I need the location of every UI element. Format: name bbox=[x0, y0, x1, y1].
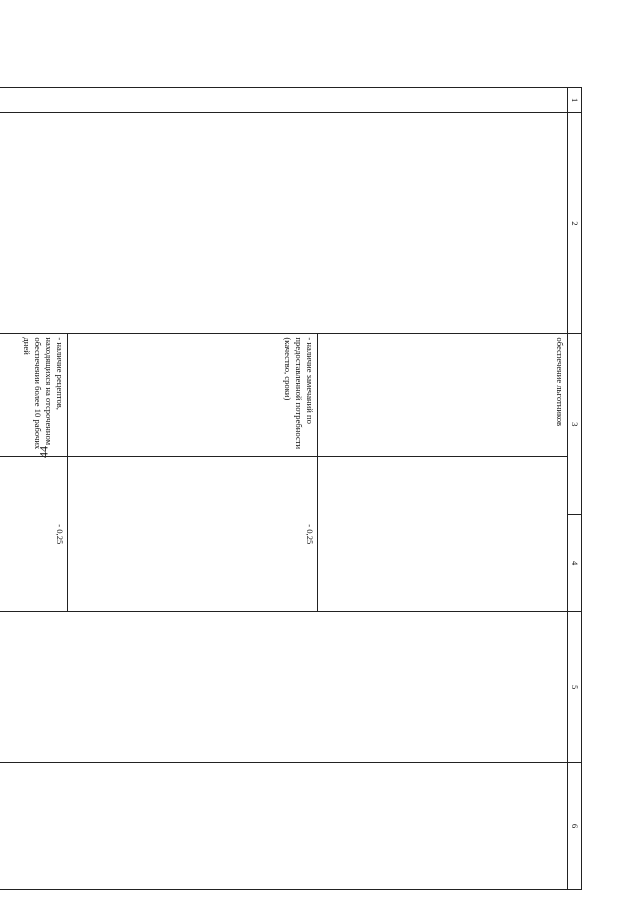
header-col-6: 6 bbox=[568, 763, 582, 890]
sub-value: - 0,25 bbox=[0, 457, 68, 611]
sub-value bbox=[318, 457, 568, 611]
sub-criteria-table bbox=[0, 334, 567, 611]
cell-period bbox=[0, 763, 568, 890]
header-col-2: 2 bbox=[568, 113, 582, 334]
header-row bbox=[568, 88, 582, 890]
header-col-4: 4 bbox=[568, 515, 582, 612]
header-col-3: 3 bbox=[568, 334, 582, 515]
cell-max-score bbox=[0, 612, 568, 763]
cell-indicator bbox=[0, 113, 568, 334]
cell-num bbox=[0, 88, 568, 113]
table-row-continuation bbox=[0, 88, 568, 890]
header-col-5: 5 bbox=[568, 612, 582, 763]
sub-criterion: - наличие замечаний по предоставленной потребности (качество, сроки) bbox=[68, 334, 318, 457]
sub-criterion: - наличие рецептов, находящихся на отсроченном обеспечении более 10 рабочих дней bbox=[0, 334, 68, 457]
cell-criteria-group bbox=[0, 334, 568, 612]
header-col-1: 1 bbox=[568, 88, 582, 113]
sub-value: - 0,25 bbox=[68, 457, 318, 611]
page-number: 44 bbox=[36, 446, 51, 458]
sub-criterion: обеспечение льготников bbox=[318, 334, 568, 457]
criteria-table bbox=[0, 87, 582, 890]
